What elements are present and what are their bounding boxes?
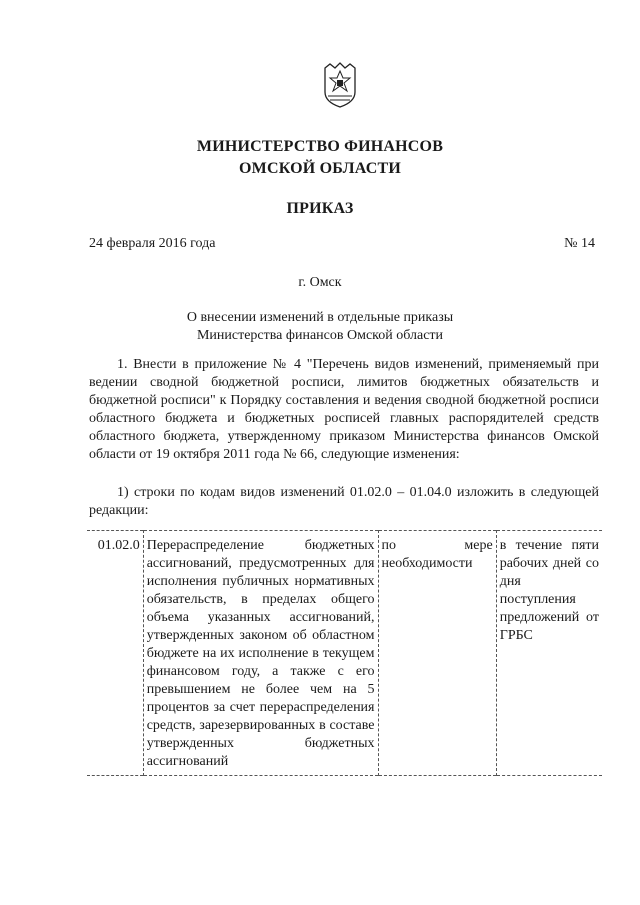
cell-term: в течение пяти рабочих дней со дня поступления предложений от ГРБС xyxy=(499,538,599,643)
ministry-title-line1: МИНИСТЕРСТВО ФИНАНСОВ xyxy=(196,138,444,155)
body-paragraph-2: 1) строки по кодам видов изменений 01.02.0 – 01.04.0 изложить в следующей редакции: xyxy=(89,485,599,518)
document-city: г. Омск xyxy=(298,275,342,290)
table-row xyxy=(87,531,602,776)
changes-table xyxy=(87,530,602,776)
cell-code: 01.02.0 xyxy=(97,538,140,553)
coat-of-arms-icon xyxy=(322,62,358,108)
cell-basis: по мере необходимости xyxy=(378,531,496,776)
document-type: ПРИКАЗ xyxy=(286,200,354,217)
ministry-title-line2: ОМСКОЙ ОБЛАСТИ xyxy=(239,160,401,177)
document-number: № 14 xyxy=(564,236,595,251)
document-date: 24 февраля 2016 года xyxy=(89,236,216,251)
document-subject-line1: О внесении изменений в отдельные приказы xyxy=(186,310,454,325)
cell-description: Перераспределение бюджетных ассигнований, предусмотренных для исполнения публичных нормативных обязательств, в пределах общего объема указанных ассигнований, утвержденных законом об областном бюджете на их исполнение в текущем финансовом году, а также с его превышением не более чем на 5 процентов за счет перераспределения средств, зарезервированных в составе утвержденных бюджетных ассигнований xyxy=(143,531,378,776)
document-subject-line2: Министерства финансов Омской области xyxy=(196,328,444,343)
body-paragraph-1: 1. Внести в приложение № 4 "Перечень видов изменений, применяемый при ведении сводной бюджетной росписи, лимитов бюджетных обязательств и бюджетной росписи" к Порядку составления и ведения сводной бюджетной росписи областного бюджета и бюджетных росписей главных распорядителей средств областного бюджета, утвержденному приказом Министерства финансов Омской области от 19 октября 2011 года № 66, следующие изменения: xyxy=(89,357,599,462)
